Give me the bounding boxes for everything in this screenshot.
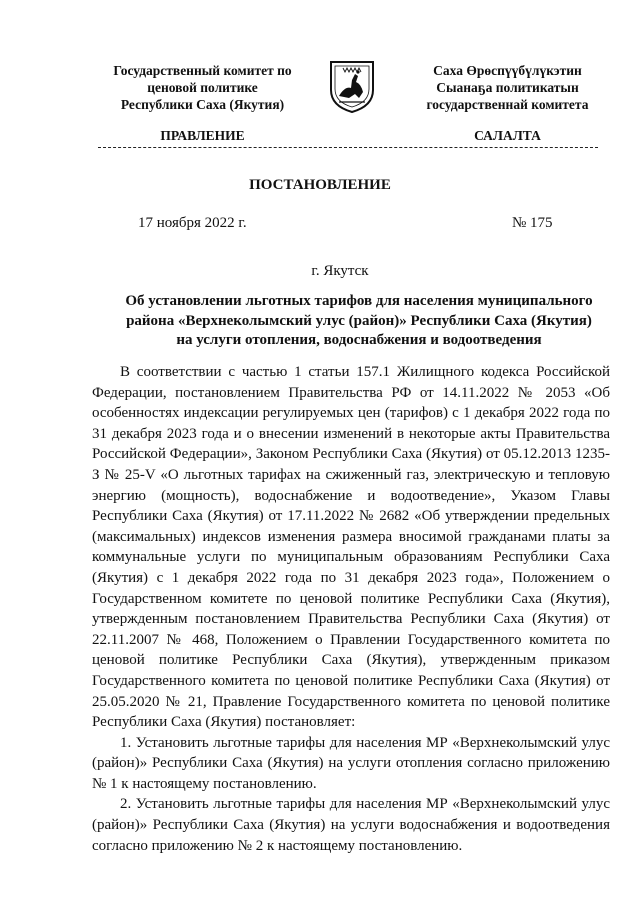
document-subject: Об установлении льготных тарифов для населения муниципального района «Верхнеколымский улус (район)» Республики Саха (Якутия) на услуги отопления, водоснабжения и водоотведения — [125, 293, 593, 348]
issuer-line: Сыанаҕа политикатын — [436, 80, 579, 95]
document-date: 17 ноября 2022 г. — [138, 215, 247, 231]
issuer-line: Саха Өрөспүүбүлүкэтин — [433, 63, 582, 78]
issuer-line: Государственный комитет по — [113, 63, 292, 78]
issuer-name-russian — [95, 62, 310, 113]
issuer-line: государственнай комитета — [426, 97, 589, 112]
preamble-paragraph: В соответствии с частью 1 статьи 157.1 Жилищного кодекса Российской Федерации, постановлением Правительства РФ от 14.11.2022 № 2053 «Об особенностях индексации регулируемых цен (тарифов) с 1 декабря 2022 года по 31 декабря 2023 года и о внесении изменений в некоторые акты Правительства Российской Федерации», Законом Республики Саха (Якутия) от 05.12.2013 1235-З № 25-V «О льготных тарифах на сжиженный газ, электрическую и тепловую энергию (мощность), водоснабжение и водоотведение», Указом Главы Республики Саха (Якутия) от 17.11.2022 № 2682 «Об утверждении предельных (максимальных) индексов изменения размера вносимой гражданами платы за коммунальные услуги по муниципальным образованиям Республики Саха (Якутия) с 1 декабря 2022 года по 31 декабря 2023 года», Положением о Государственном комитете по ценовой политике Республики Саха (Якутия), утвержденным постановлением Правительства Республики Саха (Якутия) от 22.11.2007 № 468, Положением о Правлении Государственного комитета по ценовой политике Республики Саха (Якутия), утвержденным приказом Государственного комитета по ценовой политике Республики Саха (Якутия) от 25.05.2020 № 21, Правление Государственного комитета по ценовой политике Республики Саха (Якутия) постановляет: — [92, 364, 610, 731]
document-city: г. Якутск — [311, 263, 369, 279]
document-number: № 175 — [512, 215, 553, 231]
coat-of-arms-icon — [325, 56, 379, 114]
resolution-item: 1. Установить льготные тарифы для населения МР «Верхнеколымский улус (район)» Республики Саха (Якутия) на услуги отопления согласно приложению № 1 к настоящему постановлению. — [92, 734, 610, 792]
resolution-item: 2. Установить льготные тарифы для населения МР «Верхнеколымский улус (район)» Республики Саха (Якутия) на услуги водоснабжения и водоотведения согласно приложению № 2 к настоящему постановлению. — [92, 796, 610, 854]
board-label-russian: ПРАВЛЕНИЕ — [160, 128, 245, 143]
issuer-line: Республики Саха (Якутия) — [120, 97, 285, 112]
document-title: ПОСТАНОВЛЕНИЕ — [249, 177, 391, 193]
header-divider — [98, 147, 598, 148]
issuer-name-yakut — [400, 62, 615, 113]
board-label-yakut: САЛАЛТА — [474, 128, 541, 143]
document-body — [92, 362, 610, 856]
issuer-line: ценовой политике — [147, 80, 258, 95]
